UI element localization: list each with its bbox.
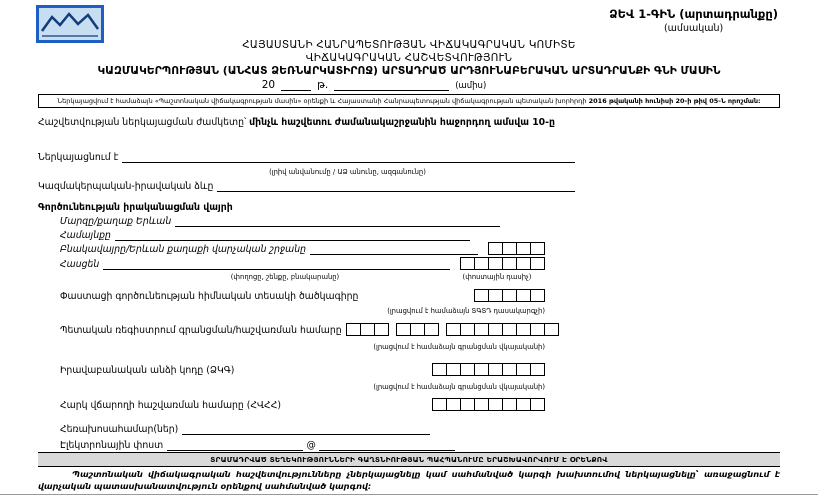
settlement-blank[interactable] [310, 244, 478, 255]
tin-label: Հարկ վճարողի հաշվառման համարը (ՀՎՀՀ) [60, 399, 281, 411]
code-box[interactable] [460, 257, 475, 270]
deadline-value: մինչև հաշվետու ժամանակաշրջանին հաջորդող ամսվա 10-ը [249, 117, 555, 128]
code-box[interactable] [360, 323, 375, 336]
address-row [60, 257, 545, 270]
code-box-group [446, 323, 559, 336]
code-box[interactable] [530, 363, 545, 376]
code-box[interactable] [530, 323, 545, 336]
code-box[interactable] [516, 323, 531, 336]
month-caption: (ամիս) [455, 81, 487, 91]
activity-code-row [60, 289, 545, 302]
code-box[interactable] [502, 257, 517, 270]
code-box-group [432, 398, 545, 411]
armstat-logo [36, 5, 104, 43]
committee-name: ՀԱՅԱՍՏԱՆԻ ՀԱՆՐԱՊԵՏՈՒԹՅԱՆ ՎԻՃԱԿԱԳՐԱԿԱՆ ԿՈՄԻՏԵ [242, 39, 576, 51]
code-box[interactable] [432, 398, 447, 411]
code-box[interactable] [474, 363, 489, 376]
settlement-code-boxes [488, 242, 545, 255]
report-date-line [0, 79, 748, 91]
community-blank[interactable] [115, 230, 470, 241]
code-box[interactable] [474, 289, 489, 302]
legal-basis-decision: 2016 թվականի հունիսի 20-ի թիվ 05-Ն որոշման: [588, 97, 761, 105]
email-domain-blank[interactable] [319, 440, 455, 451]
code-box[interactable] [474, 323, 489, 336]
code-box[interactable] [474, 398, 489, 411]
region-row [60, 216, 500, 227]
community-row [60, 230, 470, 241]
code-box[interactable] [488, 242, 503, 255]
code-box[interactable] [516, 289, 531, 302]
code-box[interactable] [488, 289, 503, 302]
state-register-boxes [346, 323, 559, 336]
legal-basis-notice [38, 94, 780, 108]
code-box[interactable] [446, 398, 461, 411]
code-box[interactable] [516, 363, 531, 376]
code-box[interactable] [530, 289, 545, 302]
phone-row [60, 424, 430, 435]
code-box[interactable] [374, 323, 389, 336]
code-box[interactable] [410, 323, 425, 336]
email-row [60, 440, 455, 451]
region-label: Մարզը/քաղաք Երևան [60, 215, 172, 227]
code-box[interactable] [488, 363, 503, 376]
phone-label: Հեռախոսահամար(ներ) [60, 423, 179, 435]
legal-entity-code-row [60, 363, 545, 376]
phone-blank[interactable] [182, 424, 430, 435]
code-box[interactable] [460, 363, 475, 376]
code-box[interactable] [502, 242, 517, 255]
code-box[interactable] [432, 363, 447, 376]
legal-entity-code-boxes [432, 363, 545, 376]
code-box[interactable] [502, 363, 517, 376]
address-label: Հասցեն [60, 258, 100, 270]
code-box[interactable] [446, 363, 461, 376]
code-box[interactable] [488, 323, 503, 336]
email-label: Էլեկտրոնային փոստ [60, 439, 164, 451]
form-periodicity: (ամսական) [663, 23, 724, 34]
community-label: Համայնքը [60, 229, 111, 241]
postal-code-boxes [460, 257, 545, 270]
code-box-group [346, 323, 389, 336]
presenter-label: Ներկայացնում է [38, 151, 119, 163]
report-type: ՎԻՃԱԿԱԳՐԱԿԱՆ ՀԱՇՎԵՏՎՈՒԹՅՈՒՆ [305, 52, 513, 64]
liability-note: Պաշտոնական վիճակագրական հաշվետվությունները չներկայացնելը կամ սահմանված կարգի խախտումով ներկայացնելը՝ առաջացնում է վարչական պատասխանատվություն օրենքով սահմանված կարգով: [38, 469, 780, 491]
bottom-rule [0, 494, 818, 495]
code-box-group [474, 289, 545, 302]
state-register-row [60, 323, 545, 336]
code-box-group [460, 257, 545, 270]
code-box[interactable] [474, 257, 489, 270]
armstat-logo-graphic [36, 5, 104, 43]
code-box[interactable] [502, 398, 517, 411]
code-box-group [432, 363, 545, 376]
org-legal-form-label: Կազմակերպական-իրավական ձևը [38, 180, 214, 192]
org-legal-form-blank[interactable] [217, 181, 575, 192]
activity-code-boxes [474, 289, 545, 302]
state-register-caption: (լրացվում է համաձայն գրանցման վկայականի) [373, 343, 545, 351]
code-box[interactable] [516, 257, 531, 270]
activity-location-heading: Գործունեության իրականացման վայրի [38, 202, 233, 213]
year-suffix: թ. [317, 79, 329, 91]
code-box-group [396, 323, 439, 336]
legal-basis-text: Ներկայացվում է համաձայն «Պաշտոնական վիճակագրության մասին» օրենքի և Հայաստանի Հանրապետության վիճակագրության պետական խորհրդի [57, 97, 587, 105]
code-box[interactable] [424, 323, 439, 336]
activity-code-label: Փաստացի գործունեության հիմնական տեսակի ծածկագիրը [60, 290, 359, 302]
region-blank[interactable] [175, 216, 500, 227]
form-title: ԿԱԶՄԱԿԵՐՊՈՒԹՅԱՆ (ԱՆՀԱՏ ՁԵՌՆԱՐԿԱՏԻՐՈՋ) ԱՐՏԱԴՐԱԾ ԱՐԴՅՈՒՆԱԲԵՐԱԿԱՆ ԱՐՏԱԴՐԱՆՔԻ ԳՆԻ ՄԱՍԻՆ [97, 64, 721, 77]
code-box[interactable] [346, 323, 361, 336]
address-street-caption: (փողոցը, շենքը, բնակարանը) [230, 273, 340, 281]
code-box[interactable] [530, 257, 545, 270]
state-register-label: Պետական ռեգիստրում գրանցման/հաշվառման համարը [60, 324, 342, 336]
code-box[interactable] [488, 257, 503, 270]
deadline-label: Հաշվետվության ներկայացման ժամկետը՝ [38, 117, 247, 128]
tin-row [60, 398, 545, 411]
email-at-sign: @ [306, 439, 316, 451]
org-legal-form-row [38, 181, 575, 192]
address-blank[interactable] [103, 259, 450, 270]
code-box[interactable] [396, 323, 411, 336]
code-box[interactable] [502, 289, 517, 302]
form-code: ՁԵՎ 1-ԳԻՆ (արտադրանքը) [609, 7, 778, 21]
deadline-line [38, 117, 555, 128]
postal-code-caption: (փոստային դասիչ) [462, 273, 532, 281]
code-box[interactable] [544, 323, 559, 336]
code-box[interactable] [516, 398, 531, 411]
code-box[interactable] [502, 323, 517, 336]
code-box[interactable] [446, 323, 461, 336]
year-blank[interactable] [281, 79, 311, 91]
code-box[interactable] [460, 323, 475, 336]
presenter-blank[interactable] [122, 152, 575, 163]
legal-entity-code-label: Իրավաբանական անձի կոդը (ՁԿԳ) [60, 364, 235, 376]
form-tag [609, 7, 778, 34]
month-blank[interactable] [334, 79, 449, 91]
activity-code-caption: (լրացվում է համաձայն ՏԳՏԴ դասակարգչի) [387, 307, 545, 315]
presenter-row [38, 152, 575, 163]
code-box-group [488, 242, 545, 255]
code-box[interactable] [516, 242, 531, 255]
settlement-row [60, 242, 545, 255]
legal-entity-code-caption: (լրացվում է համաձայն գրանցման վկայականի) [373, 383, 545, 391]
code-box[interactable] [488, 398, 503, 411]
tin-boxes [432, 398, 545, 411]
year-prefix: 20 [261, 79, 276, 91]
settlement-label: Բնակավայրը/Երևան քաղաքի վարչական շրջանը [60, 243, 307, 255]
code-box[interactable] [460, 398, 475, 411]
code-box[interactable] [530, 242, 545, 255]
confidentiality-bar: ՏՐԱՄԱԴՐՎԱԾ ՏԵՂԵԿՈՒԹՅՈՒՆՆԵՐԻ ԳԱՂՏՆԻՈՒԹՅԱՆ ՊԱՀՊԱՆՈՒՄԸ ԵՐԱՇԽԱՎՈՐՎՈՒՄ Է ՕՐԵՆՔՈՎ [38, 452, 780, 467]
code-box[interactable] [530, 398, 545, 411]
email-local-blank[interactable] [167, 440, 303, 451]
presenter-caption: (լրիվ անվանումը / ԱՁ անունը, ազգանունը) [269, 168, 426, 176]
